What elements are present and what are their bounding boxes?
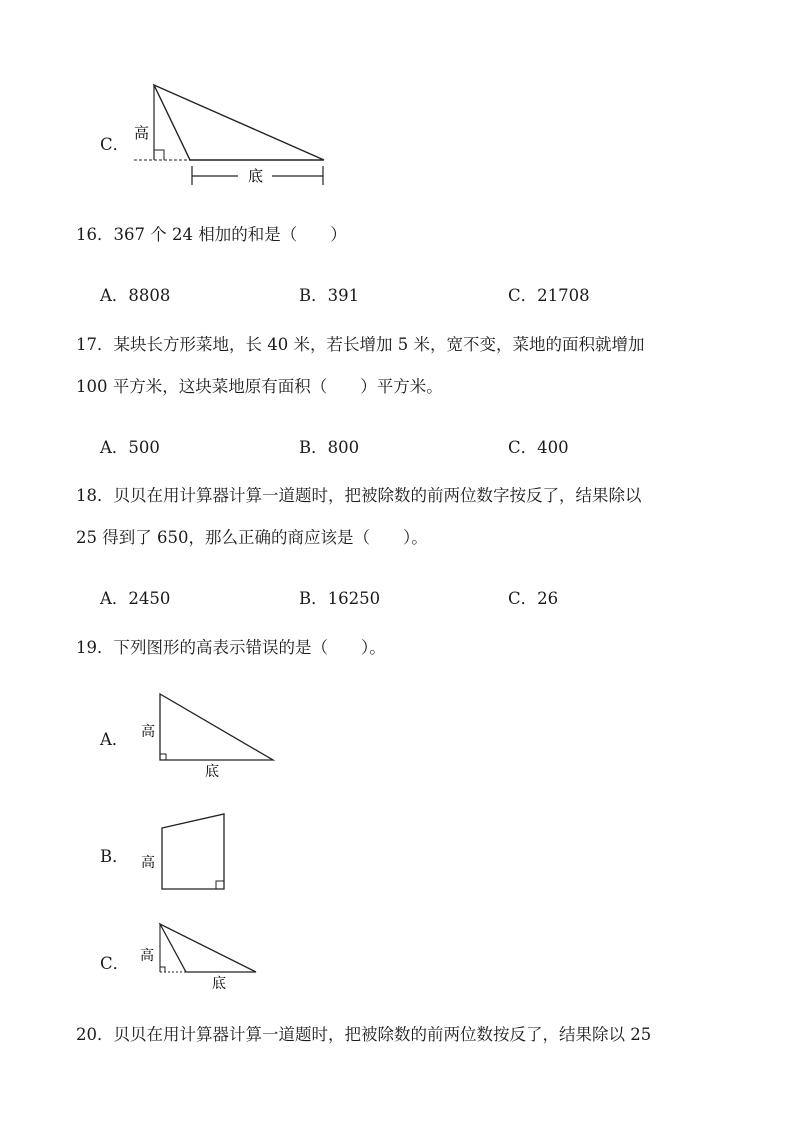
q17-option-c[interactable]: C．400 — [508, 438, 569, 457]
q19-figure-c-height-label: 高 — [140, 948, 154, 964]
q19-option-a-label[interactable]: A． — [100, 730, 129, 749]
question-16: 16．367 个 24 相加的和是（ ） — [76, 225, 347, 244]
q19-figure-a-triangle — [138, 690, 278, 780]
question-19: 19．下列图形的高表示错误的是（ ）。 — [76, 638, 386, 657]
q19-option-c-label[interactable]: C． — [100, 954, 130, 973]
q19-figure-a-height-label: 高 — [141, 724, 155, 740]
q18-option-a[interactable]: A．2450 — [100, 589, 171, 608]
question-18-line-2: 25 得到了 650，那么正确的商应该是（ ）。 — [76, 528, 428, 547]
question-17-line-1: 17．某块长方形菜地，长 40 米，若长增加 5 米，宽不变，菜地的面积就增加 — [76, 335, 645, 354]
q17-option-a[interactable]: A．500 — [100, 438, 160, 457]
q17-option-b[interactable]: B．800 — [299, 438, 360, 457]
top-figure-triangle — [130, 80, 330, 190]
q18-option-b[interactable]: B．16250 — [299, 589, 381, 608]
q19-figure-c-triangle — [138, 918, 263, 993]
q19-option-b-label[interactable]: B． — [100, 847, 129, 866]
q18-option-c[interactable]: C．26 — [508, 589, 559, 608]
top-figure-base-label: 底 — [248, 167, 264, 185]
q19-figure-b-trapezoid — [138, 810, 238, 895]
q16-option-a[interactable]: A．8808 — [100, 286, 171, 305]
q19-figure-c-base-label: 底 — [212, 976, 226, 992]
question-20-line-1: 20．贝贝在用计算器计算一道题时，把被除数的前两位数按反了，结果除以 25 — [76, 1025, 652, 1044]
top-figure-option-label: C． — [100, 135, 130, 154]
question-17-line-2: 100 平方米，这块菜地原有面积（ ）平方米。 — [76, 377, 443, 396]
top-figure-height-label: 高 — [134, 124, 150, 142]
q16-option-c[interactable]: C．21708 — [508, 286, 590, 305]
q16-option-b[interactable]: B．391 — [299, 286, 360, 305]
q19-figure-b-height-label: 高 — [141, 855, 155, 871]
q19-figure-a-base-label: 底 — [205, 764, 219, 780]
question-18-line-1: 18．贝贝在用计算器计算一道题时，把被除数的前两位数字按反了，结果除以 — [76, 486, 642, 505]
